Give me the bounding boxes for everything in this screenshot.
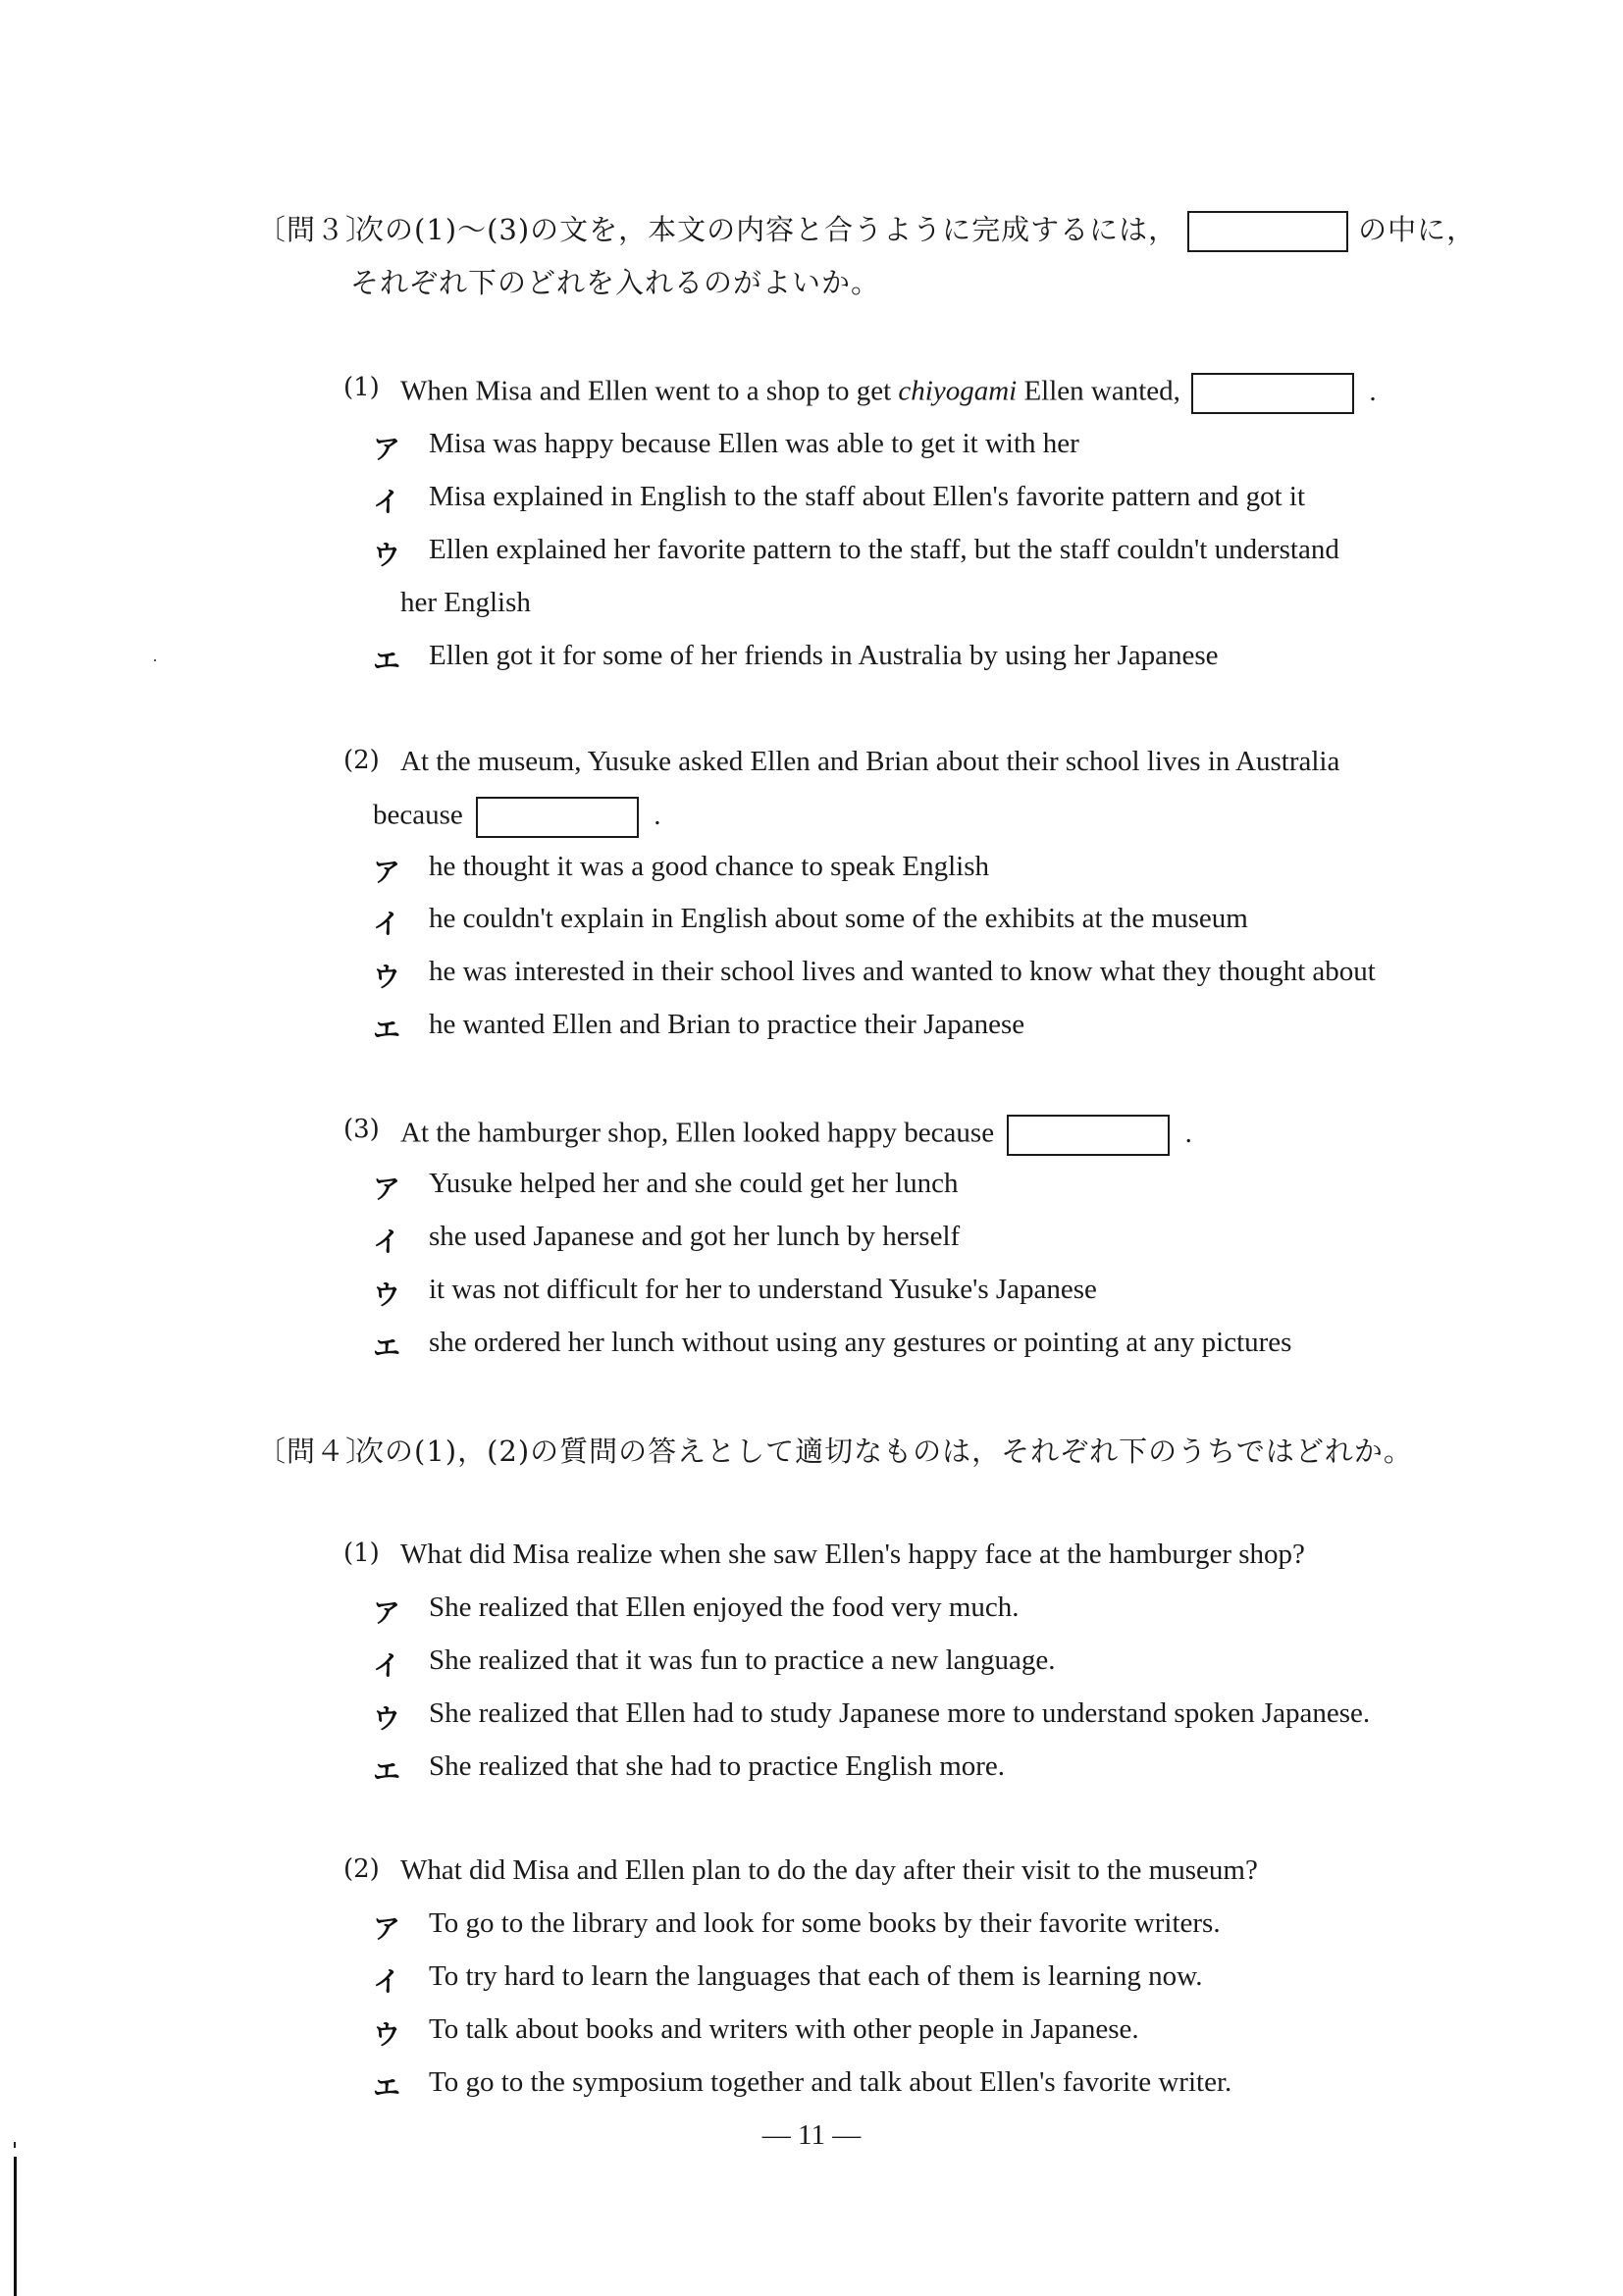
question-text-after: Ellen wanted, <box>1017 375 1180 407</box>
section-3-instruction-part2: の中に， <box>1358 213 1477 246</box>
question-number: (2) <box>343 1854 380 1884</box>
option-mark: エ <box>373 1755 401 1788</box>
section-3-instruction-part1: 次の(1)〜(3)の文を，本文の内容と合うように完成するには， <box>355 213 1178 246</box>
answer-blank[interactable] <box>476 797 639 838</box>
section-3-number: 〔問３〕 <box>257 213 376 246</box>
option-text: Ellen explained her favorite pattern to the staff, but the staff couldn't understand <box>429 534 1339 565</box>
end-punct: . <box>1184 1117 1192 1149</box>
option-text: Ellen got it for some of her friends in Australia by using her Japanese <box>429 640 1219 671</box>
option-mark: ウ <box>373 1702 401 1735</box>
question-text: At the museum, Yusuke asked Ellen and Brian about their school lives in Australia <box>400 746 1340 777</box>
option-mark: イ <box>373 1649 401 1682</box>
question-continuation <box>373 797 661 838</box>
option-mark: ア <box>373 856 401 888</box>
option-mark: イ <box>373 1965 401 1998</box>
option-text: he was interested in their school lives and wanted to know what they thought about <box>429 956 1376 987</box>
option-text: Yusuke helped her and she could get her lunch <box>429 1168 959 1199</box>
question-text: What did Misa realize when she saw Ellen's happy face at the hamburger shop? <box>400 1539 1305 1570</box>
option-mark: ア <box>373 1596 401 1629</box>
option-text: Misa was happy because Ellen was able to get it with her <box>429 428 1079 459</box>
section-4-heading <box>257 1430 1413 1470</box>
question-continuation-text: because <box>373 799 463 831</box>
end-punct: . <box>1369 375 1377 407</box>
option-text: she used Japanese and got her lunch by herself <box>429 1221 961 1252</box>
option-mark: エ <box>373 1014 401 1046</box>
scan-artifact-dot <box>154 659 156 661</box>
option-mark: ア <box>373 1173 401 1205</box>
option-text: he wanted Ellen and Brian to practice their Japanese <box>429 1009 1025 1040</box>
option-text: To try hard to learn the languages that each of them is learning now. <box>429 1960 1203 1992</box>
section-3-heading <box>257 208 1477 299</box>
option-mark: ウ <box>373 961 401 993</box>
option-text: Misa explained in English to the staff about Ellen's favorite pattern and got it <box>429 481 1306 512</box>
option-mark: ア <box>373 1912 401 1945</box>
option-mark: イ <box>373 1226 401 1258</box>
option-mark: エ <box>373 645 401 677</box>
option-mark: ア <box>373 433 401 465</box>
option-text: he thought it was a good chance to speak English <box>429 851 990 882</box>
option-mark: イ <box>373 908 401 940</box>
option-text: it was not difficult for her to understand Yusuke's Japanese <box>429 1274 1097 1305</box>
question-number: (1) <box>343 373 380 402</box>
question-number: (1) <box>343 1539 380 1568</box>
option-mark: ウ <box>373 1278 401 1311</box>
question-number: (3) <box>343 1115 380 1144</box>
option-continuation: her English <box>400 587 531 618</box>
scan-artifact-edge-dot <box>14 2142 16 2148</box>
page-number: — 11 — <box>761 2119 862 2151</box>
question-text <box>400 373 1377 414</box>
option-text: To talk about books and writers with other people in Japanese. <box>429 2013 1139 2045</box>
section-3-instruction-line2: それぞれ下のどれを入れるのがよいか。 <box>350 266 881 299</box>
answer-blank-example <box>1187 211 1348 252</box>
answer-blank[interactable] <box>1191 373 1354 414</box>
section-4-instruction: 次の(1)，(2)の質問の答えとして適切なものは，それぞれ下のうちではどれか。 <box>355 1435 1413 1468</box>
option-mark: ウ <box>373 2018 401 2051</box>
option-text: She realized that Ellen enjoyed the food very much. <box>429 1592 1020 1623</box>
option-text: She realized that it was fun to practice a new language. <box>429 1644 1056 1676</box>
scan-artifact-edge-line <box>14 2157 17 2296</box>
question-text <box>400 1115 1192 1156</box>
option-text: She realized that Ellen had to study Japanese more to understand spoken Japanese. <box>429 1697 1371 1729</box>
question-text: What did Misa and Ellen plan to do the day after their visit to the museum? <box>400 1854 1258 1886</box>
question-text-italic: chiyogami <box>898 375 1018 407</box>
option-text: She realized that she had to practice English more. <box>429 1750 1006 1782</box>
option-text: To go to the symposium together and talk about Ellen's favorite writer. <box>429 2066 1232 2098</box>
option-mark: エ <box>373 1331 401 1364</box>
option-mark: イ <box>373 486 401 518</box>
option-text: he couldn't explain in English about some of the exhibits at the museum <box>429 903 1248 934</box>
option-mark: ウ <box>373 539 401 571</box>
question-text-main: At the hamburger shop, Ellen looked happy because <box>400 1117 995 1149</box>
question-number: (2) <box>343 746 380 775</box>
option-text: she ordered her lunch without using any gestures or pointing at any pictures <box>429 1327 1292 1358</box>
option-text: To go to the library and look for some books by their favorite writers. <box>429 1907 1221 1939</box>
answer-blank[interactable] <box>1007 1115 1170 1156</box>
question-text-before: When Misa and Ellen went to a shop to get <box>400 375 899 407</box>
section-4-number: 〔問４〕 <box>257 1435 376 1468</box>
end-punct: . <box>654 799 661 831</box>
option-mark: エ <box>373 2071 401 2104</box>
